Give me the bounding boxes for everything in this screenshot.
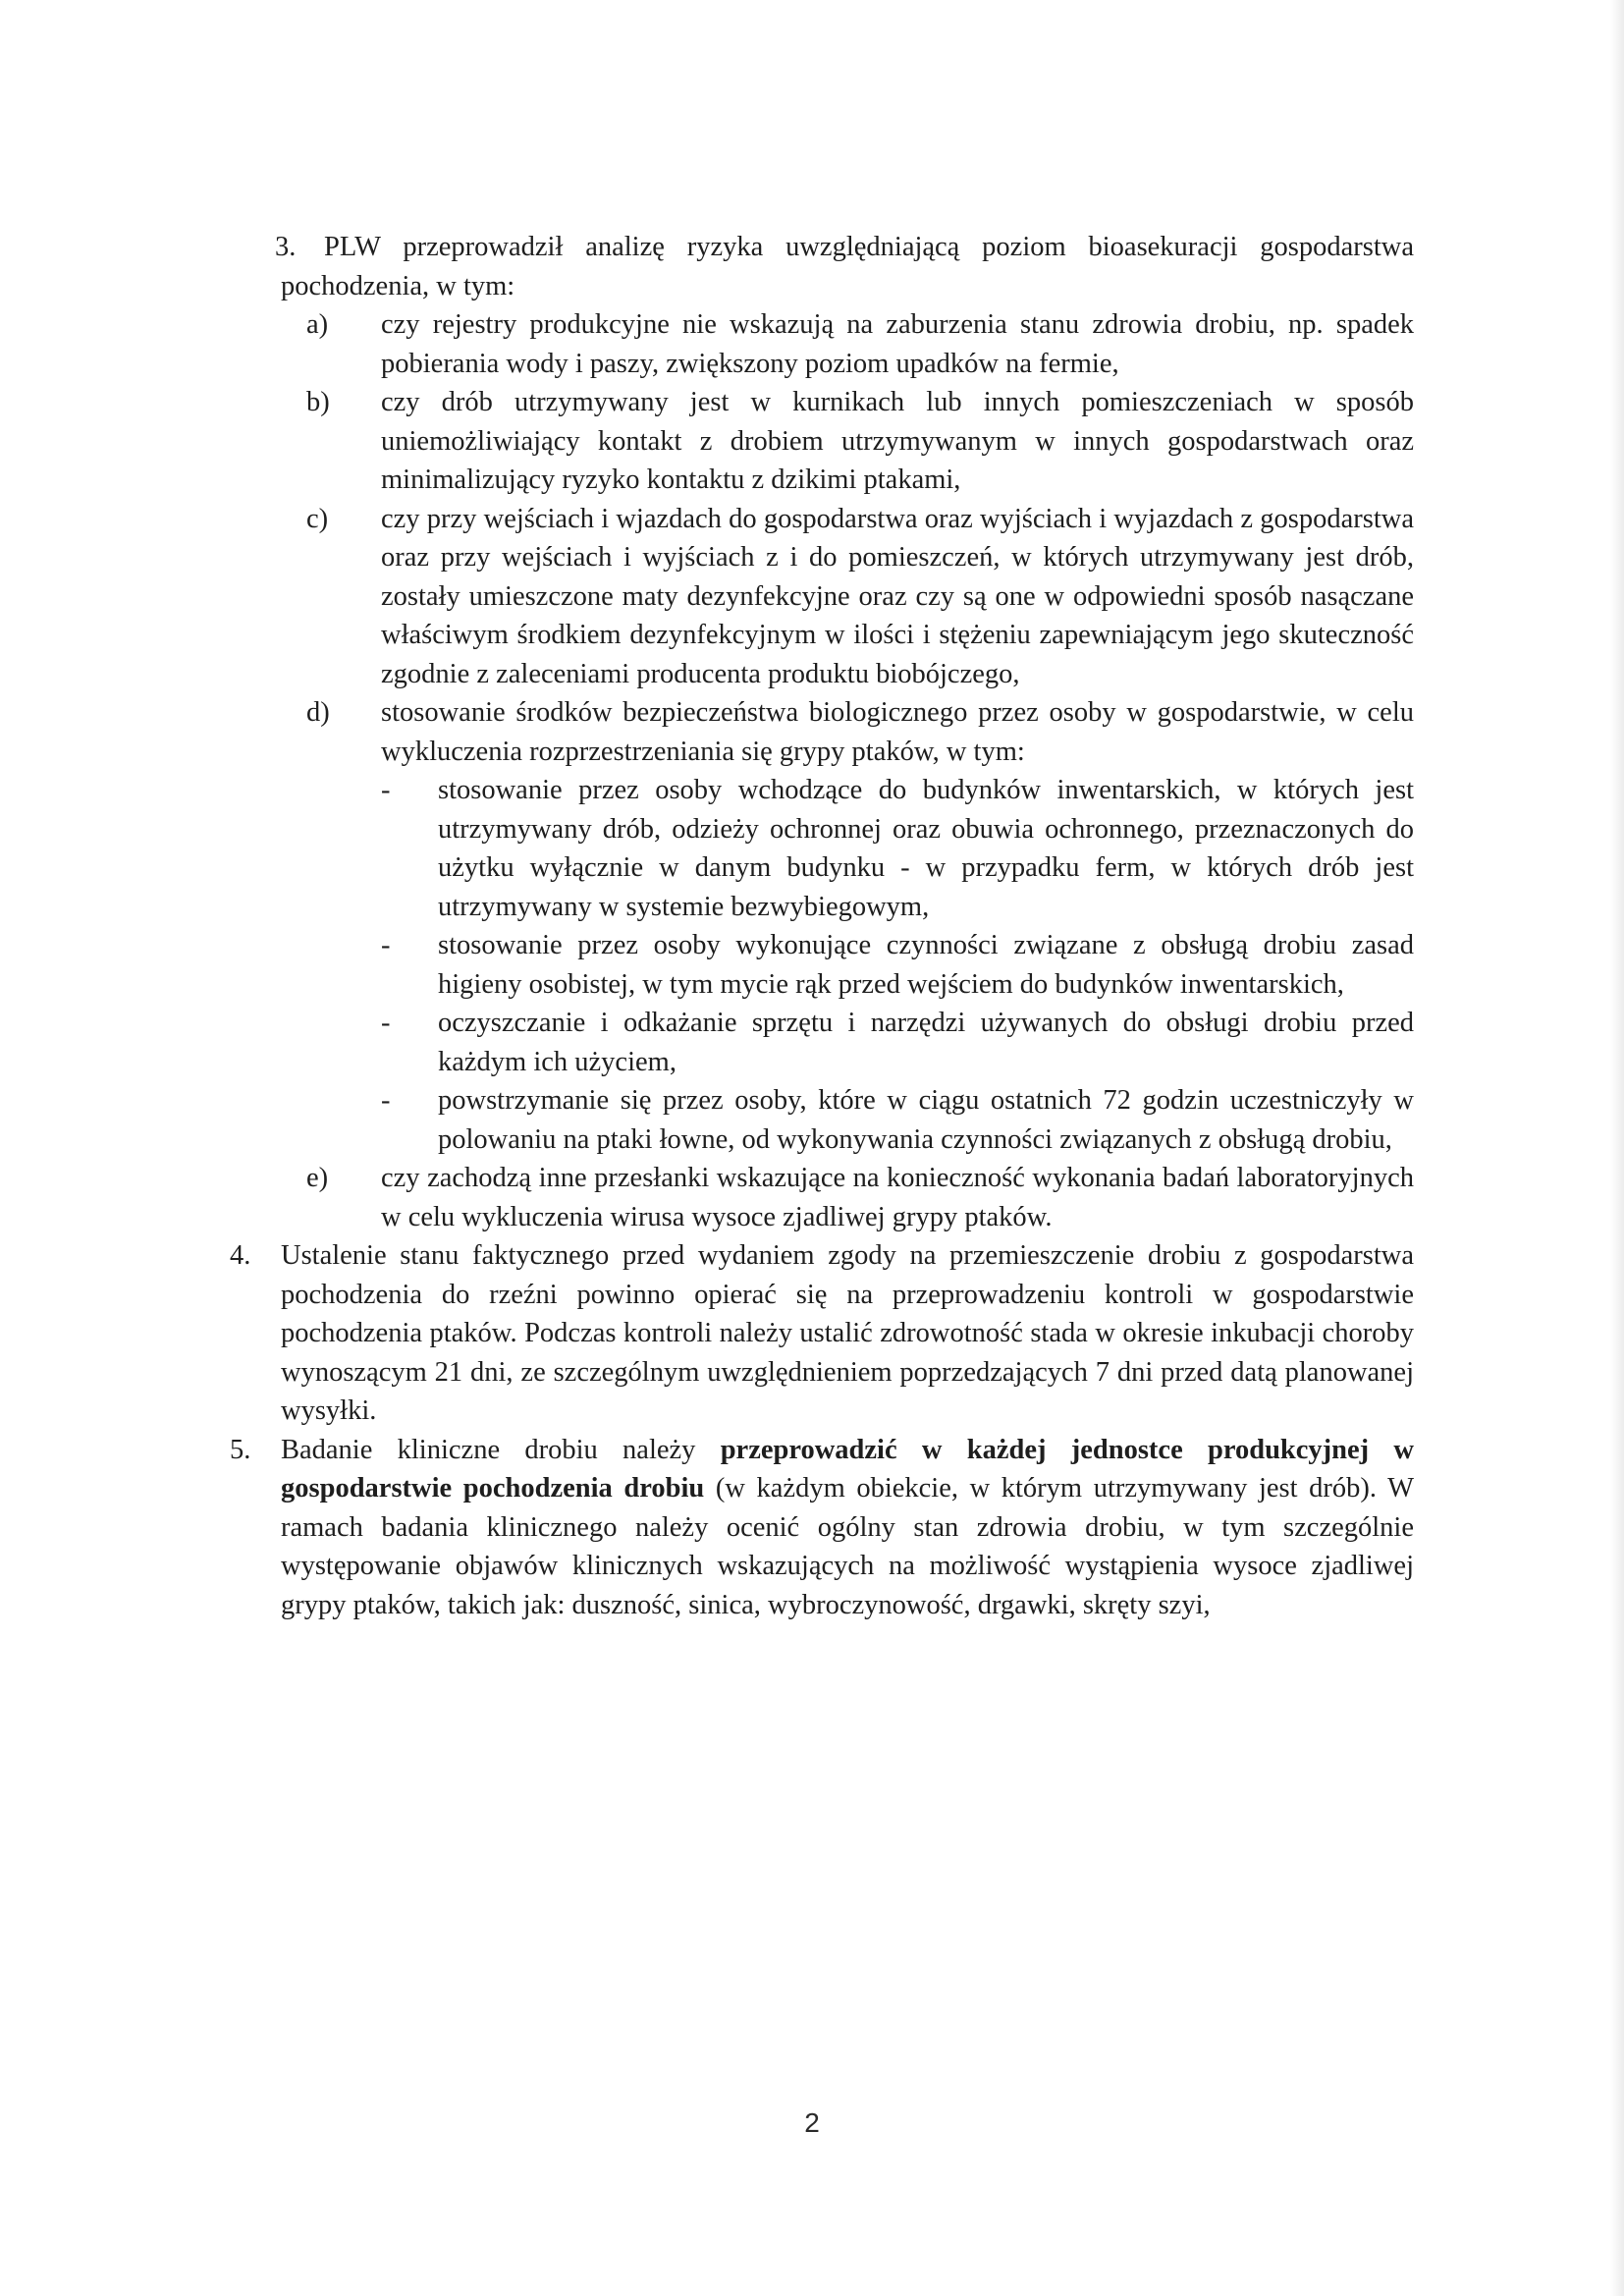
item-number: 4. xyxy=(230,1240,251,1271)
dash-item xyxy=(281,926,1414,1004)
subitem-text: czy przy wejściach i wjazdach do gospodarstwa oraz wyjściach i wyjazdach z gospodarstwa oraz przy wejściach i wyjściach z i do pomieszczeń, w których utrzymywany jest drób, zostały umieszczone maty dezynfekcyjne oraz czy są one w odpowiedni sposób nasączane właściwym środkiem dezynfekcyjnym w ilości i stężeniu zapewniającym jego skuteczność zgodnie z zaleceniami producenta produktu biobójczego, xyxy=(381,503,1414,689)
subitem-label: d) xyxy=(306,697,330,728)
dash-item xyxy=(281,1081,1414,1159)
item-number: 5. xyxy=(230,1434,251,1465)
list-item-4 xyxy=(230,1236,1414,1431)
subitem-text: czy rejestry produkcyjne nie wskazują na zaburzenia stanu zdrowia drobiu, np. spadek pobierania wody i paszy, zwiększony poziom upadków na fermie, xyxy=(381,309,1414,379)
subitem-label: a) xyxy=(306,309,329,340)
subitem-e xyxy=(281,1159,1414,1236)
subitem-b xyxy=(281,383,1414,500)
item-text-start: Badanie kliniczne drobiu należy xyxy=(281,1434,721,1465)
subitem-text: czy drób utrzymywany jest w kurnikach lub innych pomieszczeniach w sposób uniemożliwiający kontakt z drobiem utrzymywanym w innych gospodarstwach oraz minimalizujący ryzyko kontaktu z dzikimi ptakami, xyxy=(381,387,1414,495)
dash-item xyxy=(281,1004,1414,1081)
dash-marker: - xyxy=(381,930,391,960)
item-text-end: (w każdym obiekcie, w którym utrzymywany jest drób). W ramach badania klinicznego należy ocenić ogólny stan zdrowia drobiu, w tym szczególnie występowanie objawów klinicznych wskazujących na możliwość wystąpienia wysoce zjadliwej grypy ptaków, takich jak: duszność, sinica, wybroczynowość, drgawki, skręty szyi, xyxy=(281,1473,1415,1620)
dash-marker: - xyxy=(381,775,391,805)
subitem-label: e) xyxy=(306,1163,329,1193)
list-item-3 xyxy=(275,228,1414,305)
list-item-5 xyxy=(230,1431,1415,1625)
page-number: 2 xyxy=(804,2107,820,2138)
dash-item xyxy=(281,771,1414,926)
dash-text: oczyszczanie i odkażanie sprzętu i narzędzi używanych do obsługi drobiu przed każdym ich użyciem, xyxy=(438,1008,1414,1077)
dash-text: powstrzymanie się przez osoby, które w ciągu ostatnich 72 godzin uczestniczyły w polowaniu na ptaki łowne, od wykonywania czynności związanych z obsługą drobiu, xyxy=(438,1085,1414,1155)
subitem-a xyxy=(281,305,1414,383)
dash-marker: - xyxy=(381,1085,391,1116)
page-edge xyxy=(1610,0,1624,2296)
item-text xyxy=(281,1431,1414,1625)
subitem-label: c) xyxy=(306,503,329,534)
document-body xyxy=(230,228,1415,1624)
dash-text: stosowanie przez osoby wchodzące do budynków inwentarskich, w których jest utrzymywany drób, odzieży ochronnej oraz obuwia ochronnego, przeznaczonych do użytku wyłącznie w danym budynku - w przypadku ferm, w których drób jest utrzymywany w systemie bezwybiegowym, xyxy=(438,775,1414,922)
subitem-d xyxy=(281,693,1414,771)
dash-text: stosowanie przez osoby wykonujące czynności związane z obsługą drobiu zasad higieny osobistej, w tym mycie rąk przed wejściem do budynków inwentarskich, xyxy=(438,930,1414,1000)
subitem-text: stosowanie środków bezpieczeństwa biologicznego przez osoby w gospodarstwie, w celu wykluczenia rozprzestrzeniania się grypy ptaków, w tym: xyxy=(381,697,1414,767)
item-intro: PLW przeprowadził analizę ryzyka uwzględniającą poziom bioasekuracji gospodarstwa pochodzenia, w tym: xyxy=(281,232,1414,301)
subitem-c xyxy=(281,500,1414,694)
item-text-bold: przeprowadzić w każdej jednostce produkcyjnej w gospodarstwie pochodzenia drobiu xyxy=(281,1434,1415,1503)
item-text: Ustalenie stanu faktycznego przed wydaniem zgody na przemieszczenie drobiu z gospodarstwa pochodzenia do rzeźni powinno opierać się na przeprowadzeniu kontroli w gospodarstwie pochodzenia ptaków. Podczas kontroli należy ustalić zdrowotność stada w okresie inkubacji choroby wynoszącym 21 dni, ze szczególnym uwzględnieniem poprzedzających 7 dni przed datą planowanej wysyłki. xyxy=(281,1240,1414,1426)
subitem-label: b) xyxy=(306,387,330,417)
subitem-text: czy zachodzą inne przesłanki wskazujące na konieczność wykonania badań laboratoryjnych w celu wykluczenia wirusa wysoce zjadliwej grypy ptaków. xyxy=(381,1163,1414,1232)
item-number: 3. xyxy=(275,232,297,262)
dash-marker: - xyxy=(381,1008,391,1038)
